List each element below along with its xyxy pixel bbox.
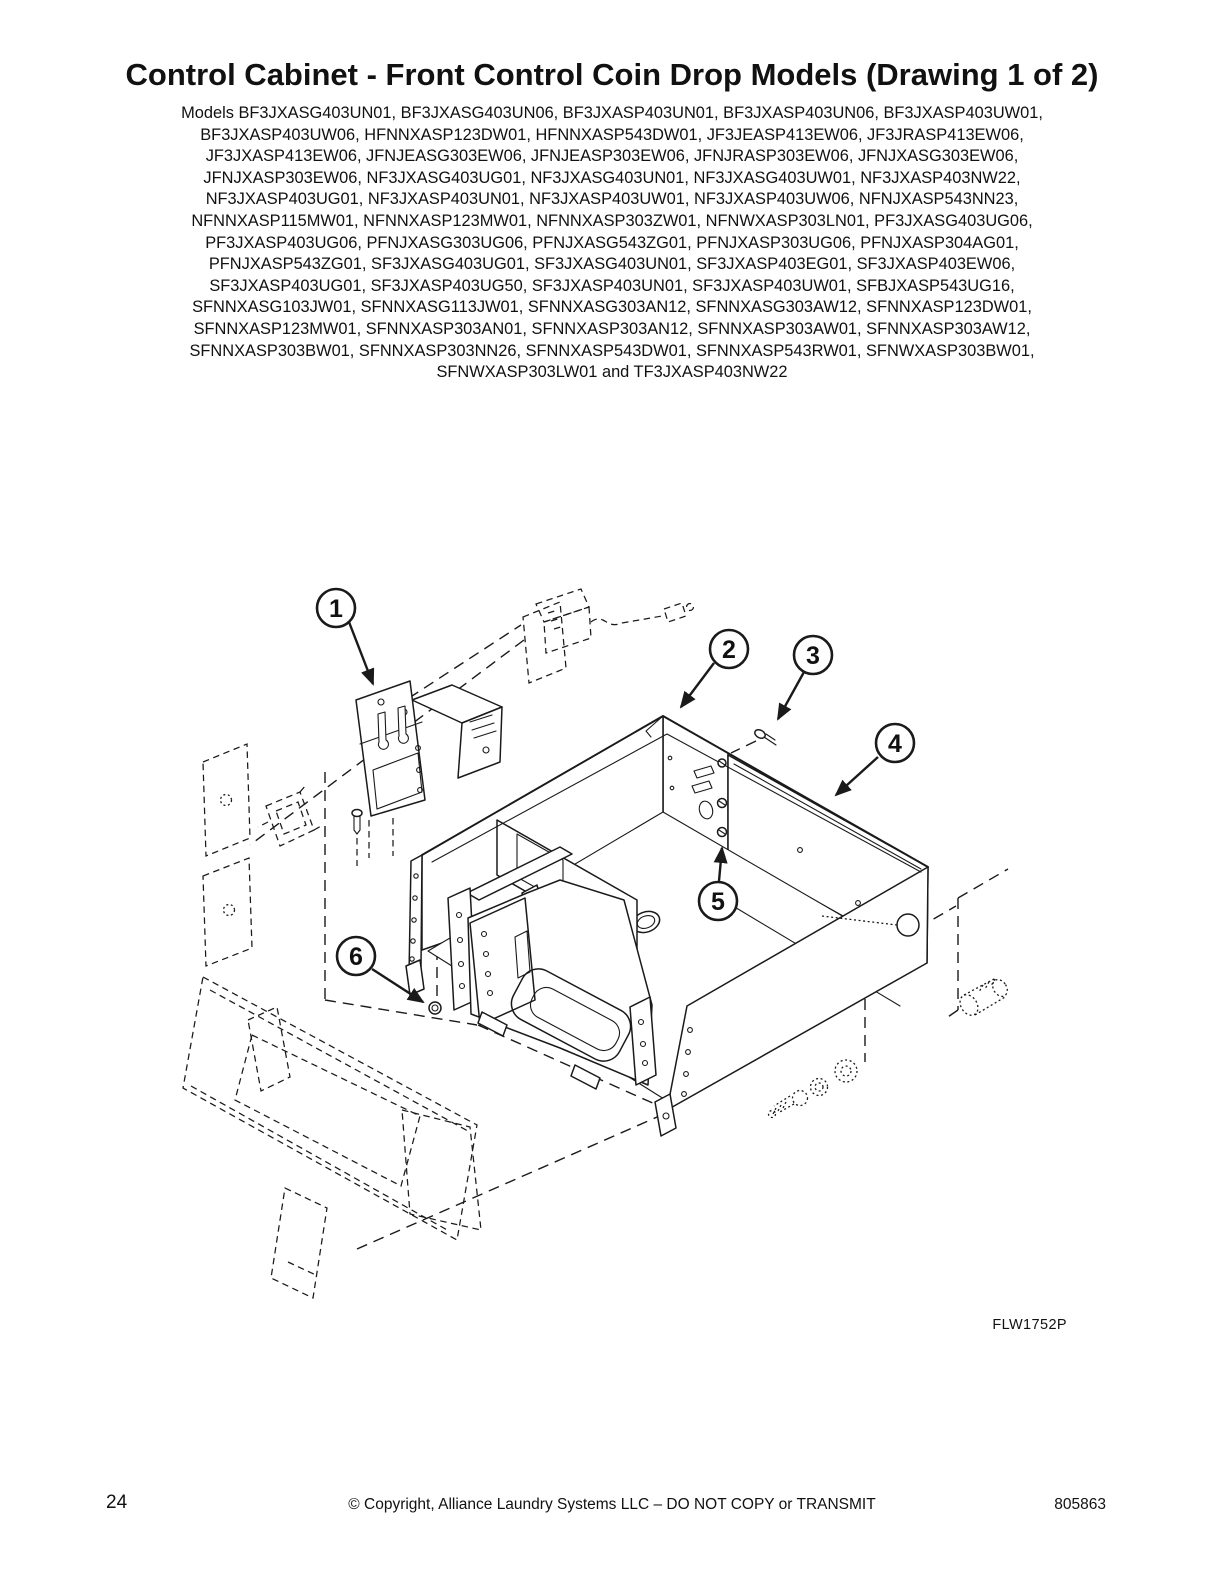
model-list-line: NFNNXASP115MW01, NFNNXASP123MW01, NFNNXASP303ZW01, NFNWXASP303LN01, PF3JXASG403UG06, (191, 211, 1033, 230)
exploded-view-diagram (0, 566, 1224, 1346)
model-list-line: BF3JXASP403UW06, HFNNXASP123DW01, HFNNXASP543DW01, JF3JEASP413EW06, JF3JRASP413EW06, (200, 125, 1024, 144)
figure-code: FLW1752P (992, 1317, 1067, 1333)
phantom-lock-parts (203, 744, 321, 966)
footer-copyright: © Copyright, Alliance Laundry Systems LLC – DO NOT COPY or TRANSMIT (348, 1496, 876, 1513)
model-list-line: SF3JXASP403UG01, SF3JXASP403UG50, SF3JXASP403UN01, SF3JXASP403UW01, SFBJXASP543UG16, (209, 276, 1015, 295)
model-list-line: JFNJXASP303EW06, NF3JXASG403UG01, NF3JXASG403UN01, NF3JXASG403UW01, NF3JXASP403NW22, (203, 168, 1021, 187)
callout-3-number: 3 (806, 642, 820, 670)
footer-doc-number: 805863 (1054, 1496, 1106, 1513)
screw-3 (753, 728, 776, 745)
model-list-line: PF3JXASP403UG06, PFNJXASG303UG06, PFNJXASG543ZG01, PFNJXASP303UG06, PFNJXASP304AG01, (205, 233, 1019, 252)
clinch-nut (956, 977, 1010, 1019)
page-title: Control Cabinet - Front Control Coin Drop Models (Drawing 1 of 2) (125, 57, 1099, 92)
callout-2 (681, 630, 748, 707)
model-list-line: SFNNXASP303BW01, SFNNXASP303NN26, SFNNXASP543DW01, SFNNXASP543RW01, SFNWXASP303BW01, (189, 341, 1035, 360)
model-list-line: SFNNXASP123MW01, SFNNXASP303AN01, SFNNXASP303AN12, SFNNXASP303AW01, SFNNXASP303AW12, (193, 319, 1031, 338)
screw-washer-set (769, 1060, 858, 1118)
model-list-line: Models BF3JXASG403UN01, BF3JXASG403UN06, BF3JXASP403UN01, BF3JXASP403UN06, BF3JXASP403UW01, (181, 104, 1043, 122)
callout-4-number: 4 (888, 730, 902, 758)
callout-2-number: 2 (722, 636, 736, 664)
model-list (60, 103, 1164, 384)
mounting-screw (352, 810, 362, 835)
model-list-line: NF3JXASP403UG01, NF3JXASP403UN01, NF3JXASP403UW01, NF3JXASP403UW06, NFNJXASP543NN23, (205, 190, 1019, 209)
phantom-front-panel (183, 977, 481, 1298)
callout-1 (317, 589, 373, 684)
callout-4 (836, 724, 914, 795)
model-list-line: JF3JXASP413EW06, JFNJEASG303EW06, JFNJEASP303EW06, JFNJRASP303EW06, JFNJXASG303EW06, (205, 147, 1019, 166)
model-list-line: SFNWXASP303LW01 and TF3JXASP403NW22 (436, 363, 788, 382)
callout-6-number: 6 (349, 943, 363, 971)
callout-5-number: 5 (711, 888, 725, 916)
callout-1-number: 1 (329, 595, 343, 623)
callout-3 (778, 636, 832, 719)
model-list-line: SFNNXASG103JW01, SFNNXASG113JW01, SFNNXASG303AN12, SFNNXASG303AW12, SFNNXASP123DW01, (192, 298, 1032, 317)
coin-drop-switch (523, 589, 694, 683)
coin-vault-bracket (468, 880, 656, 1089)
cabinet-shell (406, 716, 928, 1136)
footer-page-number: 24 (106, 1492, 128, 1513)
model-list-line: PFNJXASP543ZG01, SF3JXASG403UG01, SF3JXASG403UN01, SF3JXASP403EG01, SF3JXASP403EW06, (208, 255, 1016, 274)
